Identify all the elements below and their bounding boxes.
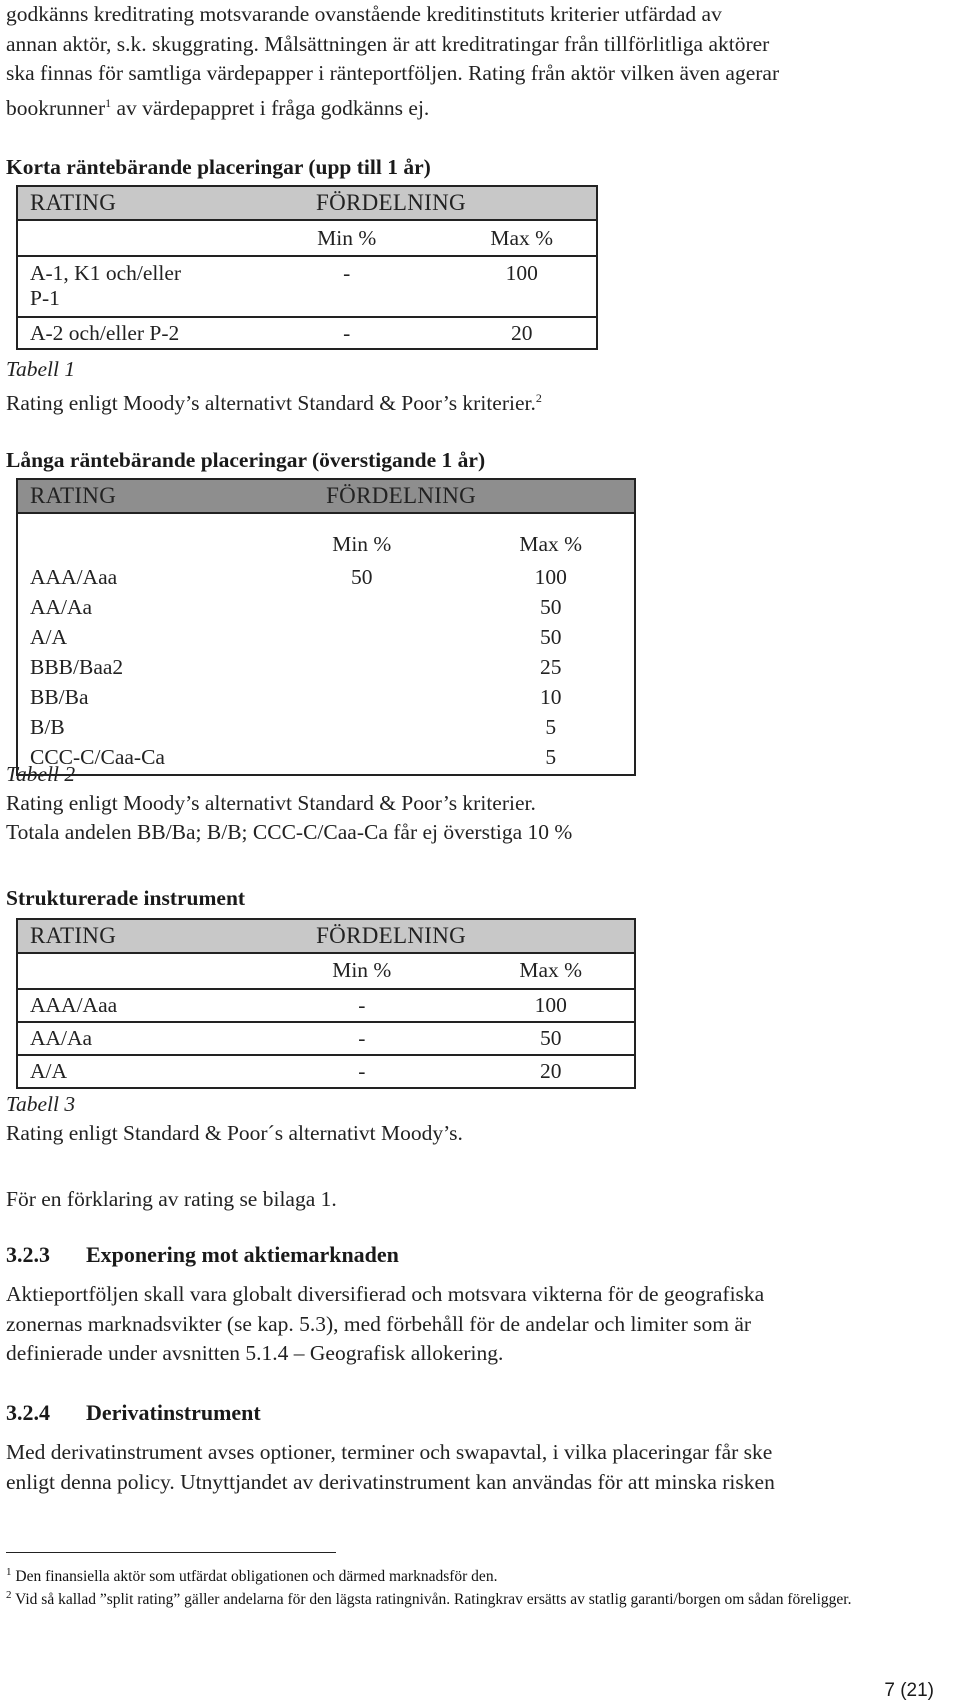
table3-caption — [6, 1090, 463, 1148]
table-row — [17, 595, 635, 625]
intro-line-4: bookrunner$^1$ av värdepappret i fråga godkänns ej. — [6, 95, 430, 120]
table1-sub-min: Min % — [246, 220, 435, 256]
intro-line-1: godkänns kreditrating motsvarande ovanstående kreditinstituts kriterier utfärdad av — [6, 2, 722, 26]
table1-row1-min: - — [246, 256, 435, 317]
section-3-2-4-line-1: Med derivatinstrument avses optioner, terminer och swapavtal, i vilka placeringar får ske — [6, 1440, 773, 1464]
table3-row-rating: A/A — [17, 1055, 256, 1088]
table3-caption-label: Tabell 3 — [6, 1092, 76, 1116]
table2-row-max: 100 — [455, 565, 635, 595]
table3-col-fordelning: FÖRDELNING — [256, 919, 635, 953]
table1-subheader-row — [17, 220, 597, 256]
footnote-ref-2: 2 — [535, 391, 542, 405]
table3-row-min: - — [256, 989, 455, 1022]
table2-sub-max: Max % — [455, 513, 635, 565]
table1-col-fordelning: FÖRDELNING — [246, 186, 597, 220]
section-3-2-3-body — [6, 1280, 946, 1369]
section-3-2-3-line-2: zonernas marknadsvikter (se kap. 5.3), med förbehåll för de andelar och limiter som är — [6, 1311, 752, 1336]
table2-row-rating: BBB/Baa2 — [17, 655, 256, 685]
table3-row-max: 50 — [455, 1022, 635, 1055]
table1-row2-max: 20 — [435, 317, 597, 349]
table2-row-max: 25 — [455, 655, 635, 685]
table2-row-rating: CCC-C/Caa-Ca — [17, 745, 256, 775]
table-row — [17, 625, 635, 655]
table1-caption-text: Rating enligt Moody’s alternativt Standard & Poor’s kriterier. — [6, 391, 536, 416]
table2-row-max: 50 — [455, 625, 635, 655]
footnote-ref-1: 1 — [105, 95, 112, 110]
table2-sub-min: Min % — [332, 532, 392, 556]
table1-col-rating: RATING — [17, 186, 246, 220]
section-title: Derivatinstrument — [86, 1400, 261, 1425]
section-number: 3.2.4 — [6, 1400, 50, 1425]
table2-col-rating: RATING — [17, 479, 256, 513]
table2-row-max: 5 — [455, 715, 635, 745]
table-row — [17, 256, 597, 317]
table2-row-min: 50 — [351, 565, 373, 589]
table2-col-fordelning: FÖRDELNING — [256, 479, 635, 513]
table3-heading: Strukturerade instrument — [6, 886, 246, 910]
table2-row-max: 50 — [455, 595, 635, 625]
table-row — [17, 715, 635, 745]
table-row — [17, 685, 635, 715]
section-3-2-3-line-1: Aktieportföljen skall vara globalt diversifierad och motsvara vikterna för de geografiska — [6, 1282, 765, 1306]
table-row — [17, 565, 635, 595]
table2-subheader-row — [17, 513, 635, 565]
table2-row-min — [256, 715, 455, 745]
table2-caption — [6, 760, 572, 847]
table3-row-min: - — [256, 1055, 455, 1088]
section-3-2-4-heading — [6, 1400, 261, 1426]
table1-row1-rating: A-1, K1 och/eller — [30, 261, 182, 285]
table3-header-row — [17, 919, 635, 953]
table2-row-rating: AAA/Aaa — [17, 565, 256, 595]
table3-col-rating: RATING — [17, 919, 256, 953]
table3-caption-text: Rating enligt Standard & Poor´s alternativt Moody’s. — [6, 1121, 463, 1145]
table2-row-min — [256, 655, 455, 685]
table2-row-min — [256, 595, 455, 625]
table3-sub-min: Min % — [256, 953, 455, 989]
section-3-2-3-line-3: definierade under avsnitten 5.1.4 – Geografisk allokering. — [6, 1341, 504, 1365]
page-number: 7 (21) — [884, 1680, 934, 1701]
table2-heading: Långa räntebärande placeringar (överstigande 1 år) — [6, 448, 486, 472]
section-3-2-3-heading — [6, 1242, 399, 1268]
table-row — [17, 1022, 635, 1055]
table2-caption-label: Tabell 2 — [6, 762, 76, 786]
table3-subheader-row — [17, 953, 635, 989]
table3-structured — [16, 918, 636, 1089]
table-row — [17, 317, 597, 349]
section-number: 3.2.3 — [6, 1242, 50, 1267]
table2-row-rating: BB/Ba — [17, 685, 256, 715]
table3-row-min: - — [256, 1022, 455, 1055]
table1-header-row — [17, 186, 597, 220]
footnote-1: $^1$ Den finansiella aktör som utfärdat obligationen och därmed marknadsför den. — [6, 1566, 498, 1586]
footnote-2: $^2$ Vid så kallad ”split rating” gäller andelarna för den lägsta ratingnivån. Ratingkrav ersätts av statlig garanti/borgen om sådan föreligger. — [6, 1589, 852, 1609]
table1-caption — [6, 355, 542, 418]
table2-caption-text: Rating enligt Moody’s alternativt Standard & Poor’s kriterier. — [6, 791, 536, 815]
section-title: Exponering mot aktiemarknaden — [86, 1242, 399, 1267]
table3-row-rating: AA/Aa — [17, 1022, 256, 1055]
intro-paragraph — [6, 0, 946, 123]
section-3-2-4-body — [6, 1438, 946, 1497]
table1-row2-min: - — [246, 317, 435, 349]
table3-sub-max: Max % — [455, 953, 635, 989]
table2-row-rating: A/A — [17, 625, 256, 655]
table1-sub-max: Max % — [435, 220, 597, 256]
table1-caption-label: Tabell 1 — [6, 357, 76, 381]
section-3-2-4-line-2: enligt denna policy. Utnyttjandet av derivatinstrument kan användas för att minska risken — [6, 1469, 775, 1494]
table1-short-rates — [16, 185, 598, 350]
table3-row-max: 100 — [455, 989, 635, 1022]
table2-long-rates — [16, 478, 636, 776]
rating-explanation: För en förklaring av rating se bilaga 1. — [6, 1187, 337, 1211]
table2-row-min — [256, 685, 455, 715]
table1-row1-rating-2: P-1 — [30, 286, 60, 310]
table2-header-row — [17, 479, 635, 513]
table-row — [17, 655, 635, 685]
table1-row2-rating: A-2 och/eller P-2 — [17, 317, 246, 349]
table3-row-max: 20 — [455, 1055, 635, 1088]
table-row — [17, 1055, 635, 1088]
table2-row-min — [256, 625, 455, 655]
table2-row-max: 10 — [455, 685, 635, 715]
table1-row1-max: 100 — [435, 256, 597, 317]
intro-line-2: annan aktör, s.k. skuggrating. Målsättningen är att kreditratingar från tillförlitliga aktörer — [6, 31, 770, 56]
table1-heading: Korta räntebärande placeringar (upp till 1 år) — [6, 155, 431, 179]
table2-row-max: 5 — [455, 745, 635, 775]
table2-row-rating: B/B — [17, 715, 256, 745]
table2-caption-note: Totala andelen BB/Ba; B/B; CCC-C/Caa-Ca får ej överstiga 10 % — [6, 820, 573, 844]
table3-row-rating: AAA/Aaa — [17, 989, 256, 1022]
intro-line-3: ska finnas för samtliga värdepapper i ränteportföljen. Rating från aktör vilken även agerar — [6, 61, 780, 85]
table-row — [17, 989, 635, 1022]
footnote-divider — [6, 1552, 336, 1553]
table2-row-rating: AA/Aa — [17, 595, 256, 625]
